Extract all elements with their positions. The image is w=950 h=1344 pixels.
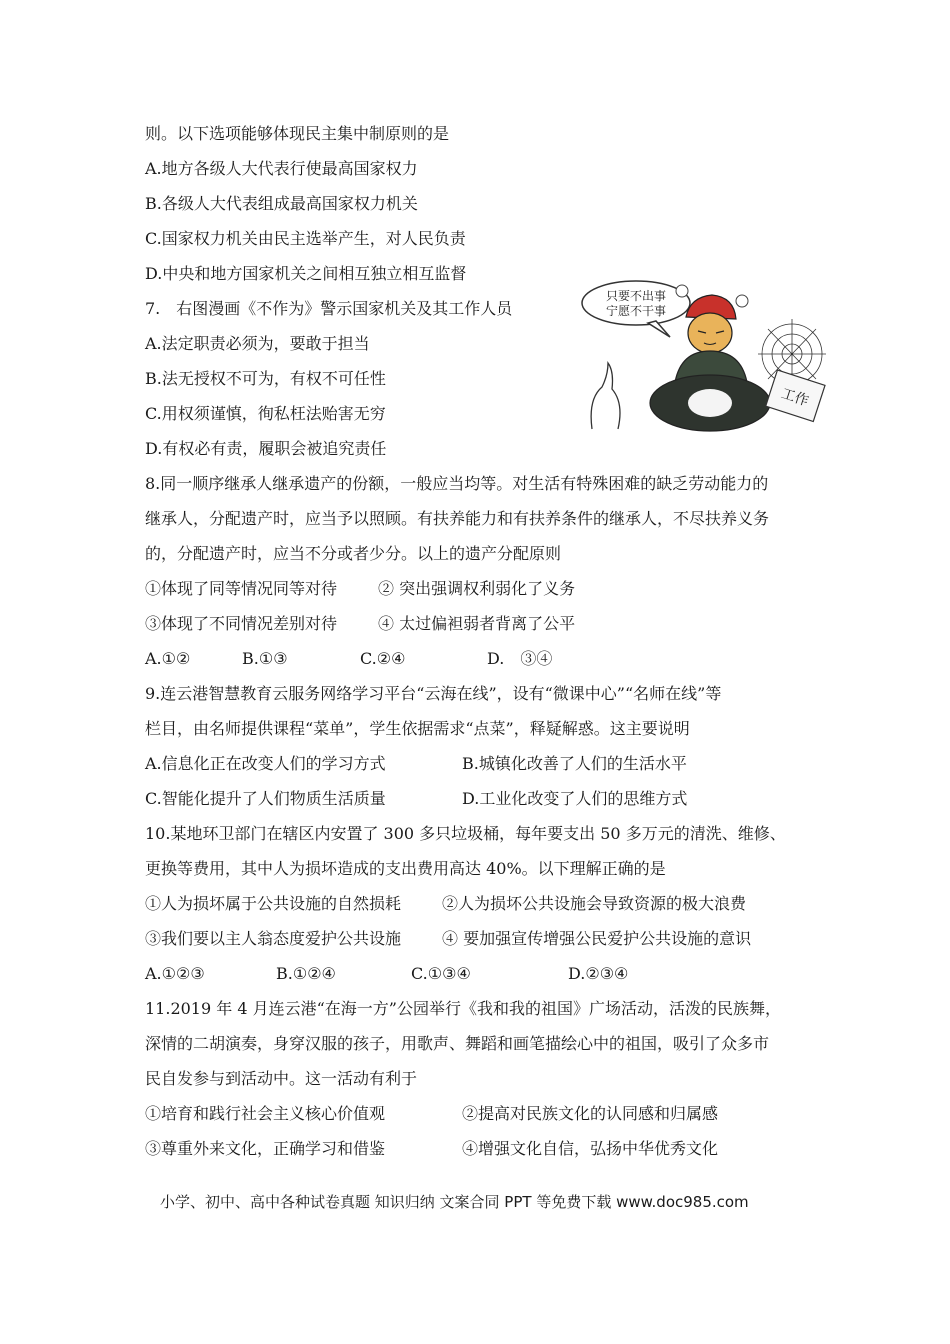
q10-option-d: D.②③④ [568,964,629,983]
q11-statement-4: ④增强文化自信，弘扬中华优秀文化 [462,1139,719,1158]
q11-stem-line2: 深情的二胡演奏，身穿汉服的孩子，用歌声、舞蹈和画笔描绘心中的祖国，吸引了众多市 [145,1034,770,1053]
bubble-line1: 只要不出事 [605,289,667,303]
page-footer: 小学、初中、高中各种试卷真题 知识归纳 文案合同 PPT 等免费下载 www.doc985.com [160,1193,749,1211]
q10-option-c: C.①③④ [411,964,471,983]
q7-option-a: A.法定职责必须为，要敢于担当 [145,334,370,353]
q8-option-b: B.①③ [242,649,288,668]
q8-option-a: A.①② [145,649,191,668]
q8-stem-line2: 继承人，分配遗产时，应当予以照顾。有扶养能力和有扶养条件的继承人，不尽扶养义务 [145,509,770,528]
q10-statement-4: ④ 要加强宣传增强公民爱护公共设施的意识 [442,929,752,948]
cartoon-illustration [578,279,826,433]
q10-option-b: B.①②④ [276,964,336,983]
q9-option-c: C.智能化提升了人们物质生活质量 [145,789,386,808]
q9-stem-line1: 9.连云港智慧教育云服务网络学习平台“云海在线”，设有“微课中心”“名师在线”等 [145,684,722,703]
q11-stem-line3: 民自发参与到活动中。这一活动有利于 [145,1069,418,1088]
q11-stem-line1: 11.2019 年 4 月连云港“在海一方”公园举行《我和我的祖国》广场活动，活泼的民族舞， [145,999,781,1018]
paper-label: 工作 [778,385,811,410]
q6-option-d: D.中央和地方国家机关之间相互独立相互监督 [145,264,467,283]
q6-option-a: A.地方各级人大代表行使最高国家权力 [145,159,418,178]
q8-statement-1: ①体现了同等情况同等对待 [145,579,338,598]
q9-stem-line2: 栏目，由名师提供课程“菜单”，学生依据需求“点菜”，释疑解惑。这主要说明 [145,719,690,738]
q8-stem-line1: 8.同一顺序继承人继承遗产的份额，一般应当均等。对生活有特殊困难的缺乏劳动能力的 [145,474,769,493]
q10-stem-line2: 更换等费用，其中人为损坏造成的支出费用高达 40%。以下理解正确的是 [145,859,666,878]
q10-stem-line1: 10.某地环卫部门在辖区内安置了 300 多只垃圾桶，每年要支出 50 多万元的清洗、维修、 [145,824,786,843]
q8-statement-2: ② 突出强调权利弱化了义务 [378,579,576,598]
q7-option-b: B.法无授权不可为，有权不可任性 [145,369,386,388]
bubble-line2: 宁愿不干事 [605,304,667,318]
q8-option-d: D. ③④ [487,649,553,668]
q9-option-b: B.城镇化改善了人们的生活水平 [462,754,687,773]
q6-option-c: C.国家权力机关由民主选举产生，对人民负责 [145,229,466,248]
q11-statement-1: ①培育和践行社会主义核心价值观 [145,1104,386,1123]
q8-statement-4: ④ 太过偏袒弱者背离了公平 [378,614,576,633]
q7-option-c: C.用权须谨慎，徇私枉法贻害无穷 [145,404,386,423]
q7-stem: 7. 右图漫画《不作为》警示国家机关及其工作人员 [145,299,513,318]
q10-statement-1: ①人为损坏属于公共设施的自然损耗 [145,894,402,913]
q6-stem-continuation: 则。以下选项能够体现民主集中制原则的是 [145,124,450,143]
q8-option-c: C.②④ [360,649,406,668]
q6-option-b: B.各级人大代表组成最高国家权力机关 [145,194,418,213]
q10-statement-2: ②人为损坏公共设施会导致资源的极大浪费 [442,894,747,913]
q10-statement-3: ③我们要以主人翁态度爱护公共设施 [145,929,402,948]
q11-statement-3: ③尊重外来文化，正确学习和借鉴 [145,1139,386,1158]
q9-option-d: D.工业化改变了人们的思维方式 [462,789,688,808]
q8-stem-line3: 的，分配遗产时，应当不分或者少分。以上的遗产分配原则 [145,544,562,563]
q9-option-a: A.信息化正在改变人们的学习方式 [145,754,386,773]
q10-option-a: A.①②③ [145,964,205,983]
q7-option-d: D.有权必有责，履职会被追究责任 [145,439,387,458]
q8-statement-3: ③体现了不同情况差别对待 [145,614,338,633]
q11-statement-2: ②提高对民族文化的认同感和归属感 [462,1104,719,1123]
